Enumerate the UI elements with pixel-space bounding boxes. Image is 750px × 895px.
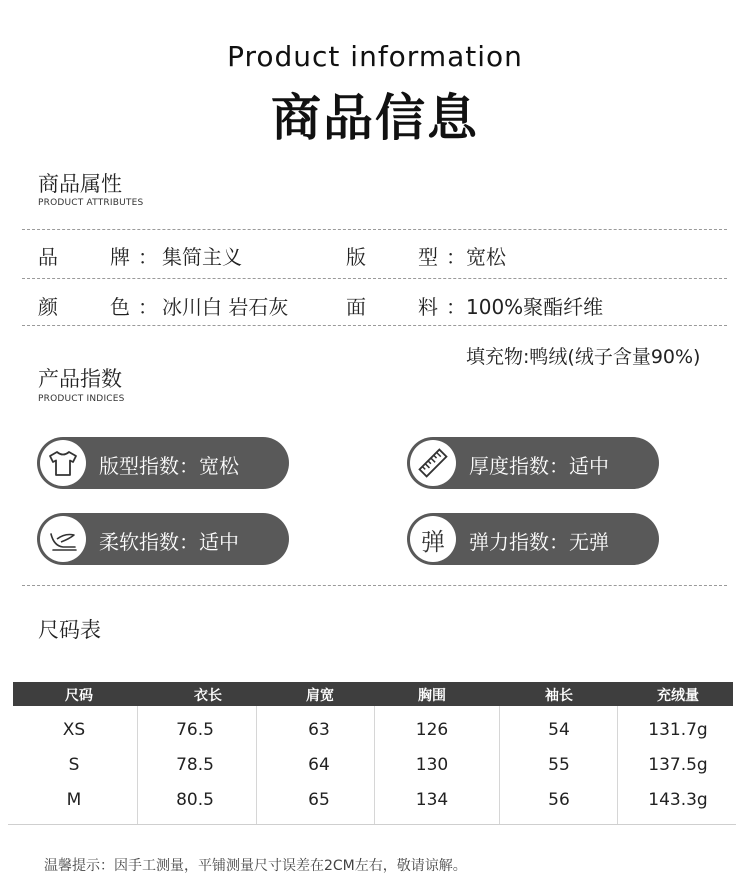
attr-key-char: 型	[418, 245, 438, 269]
size-section-title: 尺码表	[38, 618, 101, 642]
table-cell: 55	[548, 755, 570, 775]
table-header-cell: 袖长	[545, 688, 573, 704]
attr-key-char: 料	[418, 295, 438, 319]
table-cell: 76.5	[176, 720, 214, 740]
index-label-softness: 柔软指数：适中	[99, 530, 239, 554]
column-separator	[256, 706, 257, 824]
table-header-cell: 肩宽	[306, 688, 334, 704]
index-pill-elasticity	[407, 513, 659, 565]
index-pill-fit	[37, 437, 289, 489]
elastic-glyph: 弹	[421, 527, 445, 556]
table-cell: 56	[548, 790, 570, 810]
attr-value-brand: 集简主义	[162, 245, 242, 269]
tshirt-icon	[40, 440, 86, 486]
measurement-note: 温馨提示：因手工测量，平铺测量尺寸误差在2CM左右，敬请谅解。	[44, 858, 467, 874]
attr-key-char: 色	[110, 295, 130, 319]
table-bottom-border	[8, 824, 736, 825]
size-table-header	[13, 682, 733, 706]
table-cell: M	[66, 790, 82, 810]
table-cell: 78.5	[176, 755, 214, 775]
attr-key-char: 牌	[110, 245, 130, 269]
index-label-elasticity: 弹力指数：无弹	[469, 530, 609, 554]
table-cell: S	[68, 755, 80, 775]
table-cell: 130	[415, 755, 449, 775]
attr-key-char: 面	[346, 295, 366, 319]
attributes-section-subtitle: PRODUCT ATTRIBUTES	[38, 198, 144, 208]
attr-filling: 填充物:鸭绒(绒子含量90%)	[466, 346, 701, 368]
attr-value-fit: 宽松	[466, 245, 506, 269]
title-english: Product information	[227, 40, 523, 73]
attr-value-color: 冰川白 岩石灰	[162, 295, 289, 319]
table-header-cell: 充绒量	[657, 688, 699, 704]
index-label-fit: 版型指数：宽松	[99, 454, 239, 478]
table-header-cell: 胸围	[418, 688, 446, 704]
attr-value-material: 100%聚酯纤维	[466, 295, 604, 319]
attr-key-colon: ：	[138, 245, 158, 269]
table-cell: 137.5g	[648, 755, 708, 775]
attributes-section-title: 商品属性	[38, 172, 122, 196]
table-cell: 134	[415, 790, 449, 810]
attr-key-colon: ：	[446, 245, 466, 269]
index-label-thickness: 厚度指数：适中	[469, 454, 609, 478]
index-pill-thickness	[407, 437, 659, 489]
table-header-cell: 衣长	[194, 688, 222, 704]
divider	[22, 325, 727, 326]
attr-key-char: 颜	[38, 295, 58, 319]
table-cell: 63	[308, 720, 330, 740]
divider	[22, 585, 727, 586]
table-cell: 80.5	[176, 790, 214, 810]
elastic-char-icon	[410, 516, 456, 562]
table-cell: 65	[308, 790, 330, 810]
feather-hand-icon	[40, 516, 86, 562]
divider	[22, 278, 727, 279]
table-header-cell: 尺码	[65, 688, 93, 704]
attr-key-colon: ：	[446, 295, 466, 319]
indices-section-title: 产品指数	[38, 367, 122, 391]
table-cell: 54	[548, 720, 570, 740]
table-cell: 64	[308, 755, 330, 775]
title-chinese: 商品信息	[271, 89, 479, 147]
table-cell: 131.7g	[648, 720, 708, 740]
attr-key-char: 版	[346, 245, 366, 269]
indices-section-subtitle: PRODUCT INDICES	[38, 394, 125, 404]
divider	[22, 229, 727, 230]
table-cell: 143.3g	[648, 790, 708, 810]
index-pill-softness	[37, 513, 289, 565]
table-cell: 126	[415, 720, 449, 740]
table-cell: XS	[62, 720, 86, 740]
ruler-icon	[410, 440, 456, 486]
attr-key-colon: ：	[138, 295, 158, 319]
attr-key-char: 品	[38, 245, 58, 269]
